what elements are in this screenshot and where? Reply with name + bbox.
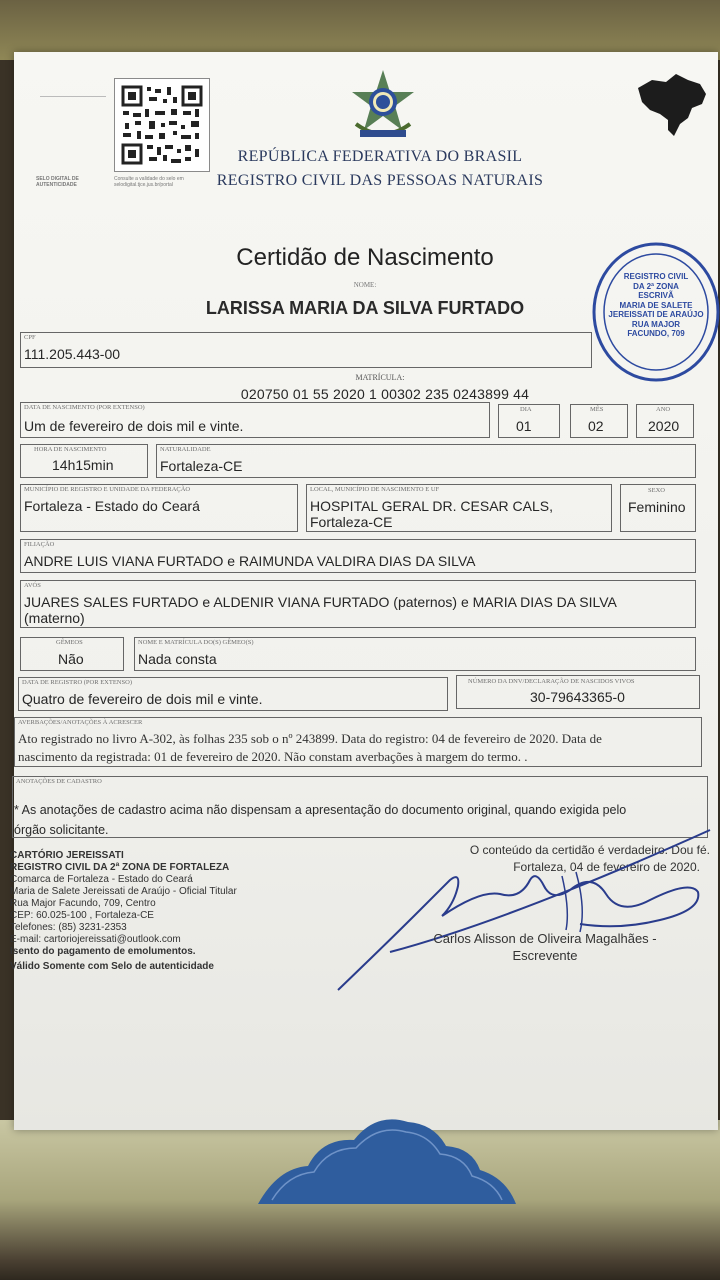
birth-time-label: HORA DE NASCIMENTO: [34, 446, 107, 453]
avos-label: AVÓS: [24, 582, 41, 589]
filiacao-label: FILIAÇÃO: [24, 541, 55, 548]
stamp-line-4: MARIA DE SALETE: [619, 300, 693, 310]
header-republic: REPÚBLICA FEDERATIVA DO BRASIL: [237, 148, 523, 165]
matricula-label: MATRÍCULA:: [355, 373, 405, 382]
registry-stamp: [588, 238, 720, 386]
gemeos-label: GÊMEOS: [56, 639, 83, 646]
cartorio-fee: Isento do pagamento de emolumentos.: [10, 946, 196, 957]
averbacoes-line1: Ato registrado no livro A-302, às folhas 235 sob o nº 243899. Data do registro: 04 de fevereiro de 2020. Data de: [18, 731, 602, 746]
stamp-line-5: JEREISSATI DE ARAÚJO: [608, 310, 704, 319]
gemeos-value: Não: [58, 651, 84, 667]
certification-date: Fortaleza, 04 de fevereiro de 2020.: [513, 860, 700, 874]
cartorio-zone: REGISTRO CIVIL DA 2ª ZONA DE FORTALEZA: [10, 862, 230, 873]
authenticity-seal: [258, 1108, 518, 1218]
year-value: 2020: [648, 418, 680, 434]
cartorio-address: Rua Major Facundo, 709, Centro: [10, 898, 156, 909]
selo-qr-note: Consulte a validade do selo em selodigital.tjce.jus.br/portal: [114, 176, 184, 188]
cartorio-valid: Válido Somente com Selo de autenticidade: [10, 961, 214, 972]
naturalidade-label: NATURALIDADE: [160, 446, 211, 453]
birth-date-label: DATA DE NASCIMENTO (POR EXTENSO): [24, 404, 145, 411]
sexo-label: SEXO: [648, 487, 665, 494]
sexo-value: Feminino: [628, 499, 686, 515]
cartorio-phone: Telefones: (85) 3231-2353: [10, 922, 127, 933]
averbacoes-line2: nascimento da registrada: 01 de fevereiro de 2020. Não constam averbações à margem do termo. .: [18, 749, 528, 764]
cartorio-cep: CEP: 60.025-100 , Fortaleza-CE: [10, 910, 154, 921]
stamp-line-2: DA 2ª ZONA: [633, 281, 679, 291]
registro-date-text: Quatro de fevereiro de dois mil e vinte.: [22, 691, 263, 707]
background-top: [0, 0, 720, 60]
filiacao-value: ANDRE LUIS VIANA FURTADO e RAIMUNDA VALDIRA DIAS DA SILVA: [24, 553, 476, 569]
stamp-line-6: RUA MAJOR: [631, 319, 681, 329]
gemeos-names-label: NOME E MATRÍCULA DO(S) GÊMEO(S): [138, 639, 254, 646]
cartorio-info: [10, 850, 330, 973]
anotacoes-line1: * As anotações de cadastro acima não dispensam a apresentação do documento original, quando exigida pelo: [14, 803, 627, 817]
brazil-map-icon: [632, 70, 710, 140]
municipio-label: MUNICÍPIO DE REGISTRO E UNIDADE DA FEDERAÇÃO: [24, 486, 191, 493]
signature-icon: [330, 820, 720, 1000]
name-label: NOME:: [353, 281, 377, 289]
selo-label: SELO DIGITAL DE AUTENTICIDADE: [36, 176, 79, 188]
selo-side-text: [40, 66, 106, 97]
local-value-line2: Fortaleza-CE: [310, 514, 393, 530]
day-value: 01: [516, 418, 532, 434]
coat-of-arms-icon: [346, 68, 420, 144]
anotacoes-line2: órgão solicitante.: [14, 823, 109, 837]
municipio-value: Fortaleza - Estado do Ceará: [24, 498, 200, 514]
cartorio-titular: Maria de Salete Jereissati de Araújo - Oficial Titular: [10, 886, 237, 897]
stamp-line-3: ESCRIVÃ: [638, 291, 674, 300]
cartorio-name: CARTÓRIO JEREISSATI: [10, 850, 124, 861]
gemeos-names-value: Nada consta: [138, 651, 217, 667]
birth-date-text: Um de fevereiro de dois mil e vinte.: [24, 418, 244, 434]
avos-line2: (materno): [24, 610, 85, 626]
matricula-value: 020750 01 55 2020 1 00302 235 0243899 44: [240, 386, 530, 402]
averbacoes-label: AVERBAÇÕES/ANOTAÇÕES À ACRESCER: [18, 719, 143, 726]
cpf-label: CPF: [24, 334, 36, 341]
local-label: LOCAL, MUNICÍPIO DE NASCIMENTO E UF: [310, 486, 440, 493]
signer-role: Escrevente: [512, 948, 578, 963]
year-label: ANO: [656, 406, 671, 413]
stamp-line-1: REGISTRO CIVIL: [623, 272, 689, 281]
dnv-value: 30-79643365-0: [530, 689, 625, 705]
naturalidade-value: Fortaleza-CE: [160, 458, 243, 474]
cpf-value: 111.205.443-00: [24, 346, 121, 362]
cartorio-comarca: Comarca de Fortaleza - Estado do Ceará: [10, 874, 193, 885]
day-label: DIA: [520, 406, 532, 413]
cartorio-email: E-mail: cartoriojereissati@outlook.com: [10, 934, 181, 945]
month-value: 02: [588, 418, 604, 434]
birth-time-value: 14h15min: [52, 457, 114, 473]
registered-name: LARISSA MARIA DA SILVA FURTADO: [205, 298, 525, 318]
month-label: MÊS: [590, 406, 604, 413]
registro-date-label: DATA DE REGISTRO (POR EXTENSO): [22, 679, 132, 686]
certification-text: O conteúdo da certidão é verdadeiro. Dou fé.: [469, 843, 710, 857]
dnv-label: NÚMERO DA DNV/DECLARAÇÃO DE NASCIDOS VIVOS: [468, 678, 635, 685]
signer-name: Carlos Alisson de Oliveira Magalhães -: [433, 931, 657, 946]
avos-line1: JUARES SALES FURTADO e ALDENIR VIANA FURTADO (paternos) e MARIA DIAS DA SILVA: [24, 594, 617, 610]
local-value-line1: HOSPITAL GERAL DR. CESAR CALS,: [310, 498, 553, 514]
document-title: Certidão de Nascimento: [236, 244, 494, 271]
stamp-line-7: FACUNDO, 709: [627, 329, 685, 338]
anotacoes-label: ANOTAÇÕES DE CADASTRO: [16, 778, 102, 785]
header-registry: REGISTRO CIVIL DAS PESSOAS NATURAIS: [216, 172, 544, 189]
